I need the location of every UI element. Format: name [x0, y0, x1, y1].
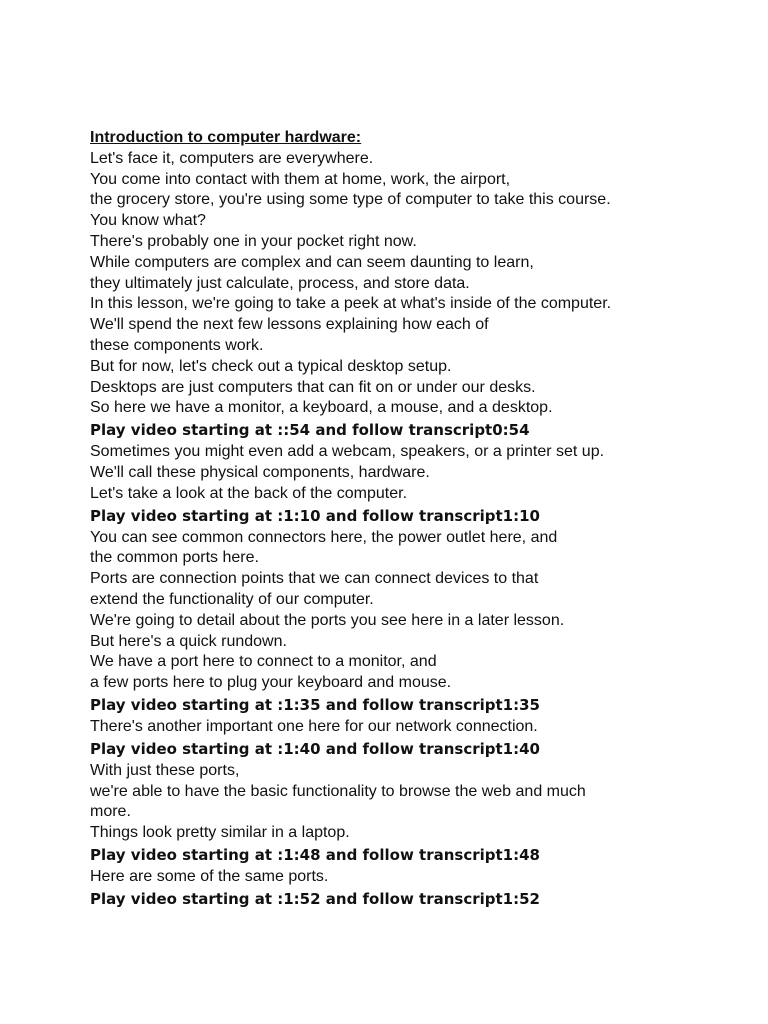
transcript-line: Desktops are just computers that can fit on or under our desks. [90, 378, 536, 396]
transcript-line: There's another important one here for our network connection. [90, 717, 538, 735]
transcript-line: Let's face it, computers are everywhere. [90, 149, 374, 167]
transcript-line: While computers are complex and can seem daunting to learn, [90, 253, 534, 271]
play-video-link[interactable]: Play video starting at :1:48 and follow transcript1:48 [90, 845, 540, 864]
transcript-line: We're going to detail about the ports you see here in a later lesson. [90, 611, 565, 629]
transcript-line: Things look pretty similar in a laptop. [90, 824, 350, 842]
transcript-line: You come into contact with them at home, work, the airport, [90, 170, 511, 188]
transcript-line: the grocery store, you're using some type of computer to take this course. [90, 191, 611, 209]
transcript-line: Sometimes you might even add a webcam, speakers, or a printer set up. [90, 443, 605, 461]
transcript-line: You know what? [90, 212, 206, 230]
transcript-line: extend the functionality of our computer. [90, 590, 374, 608]
play-video-link[interactable]: Play video starting at :1:35 and follow transcript1:35 [90, 695, 540, 714]
transcript-line: the common ports here. [90, 549, 259, 567]
transcript-line: we're able to have the basic functionality to browse the web and much [90, 782, 586, 800]
transcript-line: But for now, let's check out a typical desktop setup. [90, 357, 452, 375]
play-video-link[interactable]: Play video starting at :1:52 and follow transcript1:52 [90, 889, 540, 908]
transcript-line: We have a port here to connect to a monitor, and [90, 653, 437, 671]
transcript-line: more. [90, 803, 131, 821]
transcript-line: We'll spend the next few lessons explaining how each of [90, 316, 489, 334]
play-video-link[interactable]: Play video starting at :1:40 and follow transcript1:40 [90, 739, 540, 758]
transcript-line: these components work. [90, 336, 264, 354]
transcript-line: they ultimately just calculate, process, and store data. [90, 274, 470, 292]
transcript-line: In this lesson, we're going to take a peek at what's inside of the computer. [90, 295, 612, 313]
transcript-document [90, 128, 750, 911]
transcript-line: Let's take a look at the back of the computer. [90, 484, 408, 502]
transcript-line: So here we have a monitor, a keyboard, a mouse, and a desktop. [90, 399, 553, 417]
transcript-lines [90, 149, 750, 911]
transcript-line: a few ports here to plug your keyboard and mouse. [90, 674, 452, 692]
transcript-line: We'll call these physical components, hardware. [90, 463, 430, 481]
transcript-line: Here are some of the same ports. [90, 867, 329, 885]
transcript-line: With just these ports, [90, 761, 240, 779]
transcript-line: But here's a quick rundown. [90, 632, 287, 650]
transcript-line: Ports are connection points that we can connect devices to that [90, 570, 539, 588]
transcript-line: You can see common connectors here, the power outlet here, and [90, 528, 558, 546]
play-video-link[interactable]: Play video starting at :1:10 and follow transcript1:10 [90, 506, 540, 525]
document-title: Introduction to computer hardware: [90, 129, 362, 146]
transcript-line: There's probably one in your pocket right now. [90, 232, 417, 250]
play-video-link[interactable]: Play video starting at ::54 and follow transcript0:54 [90, 421, 530, 440]
